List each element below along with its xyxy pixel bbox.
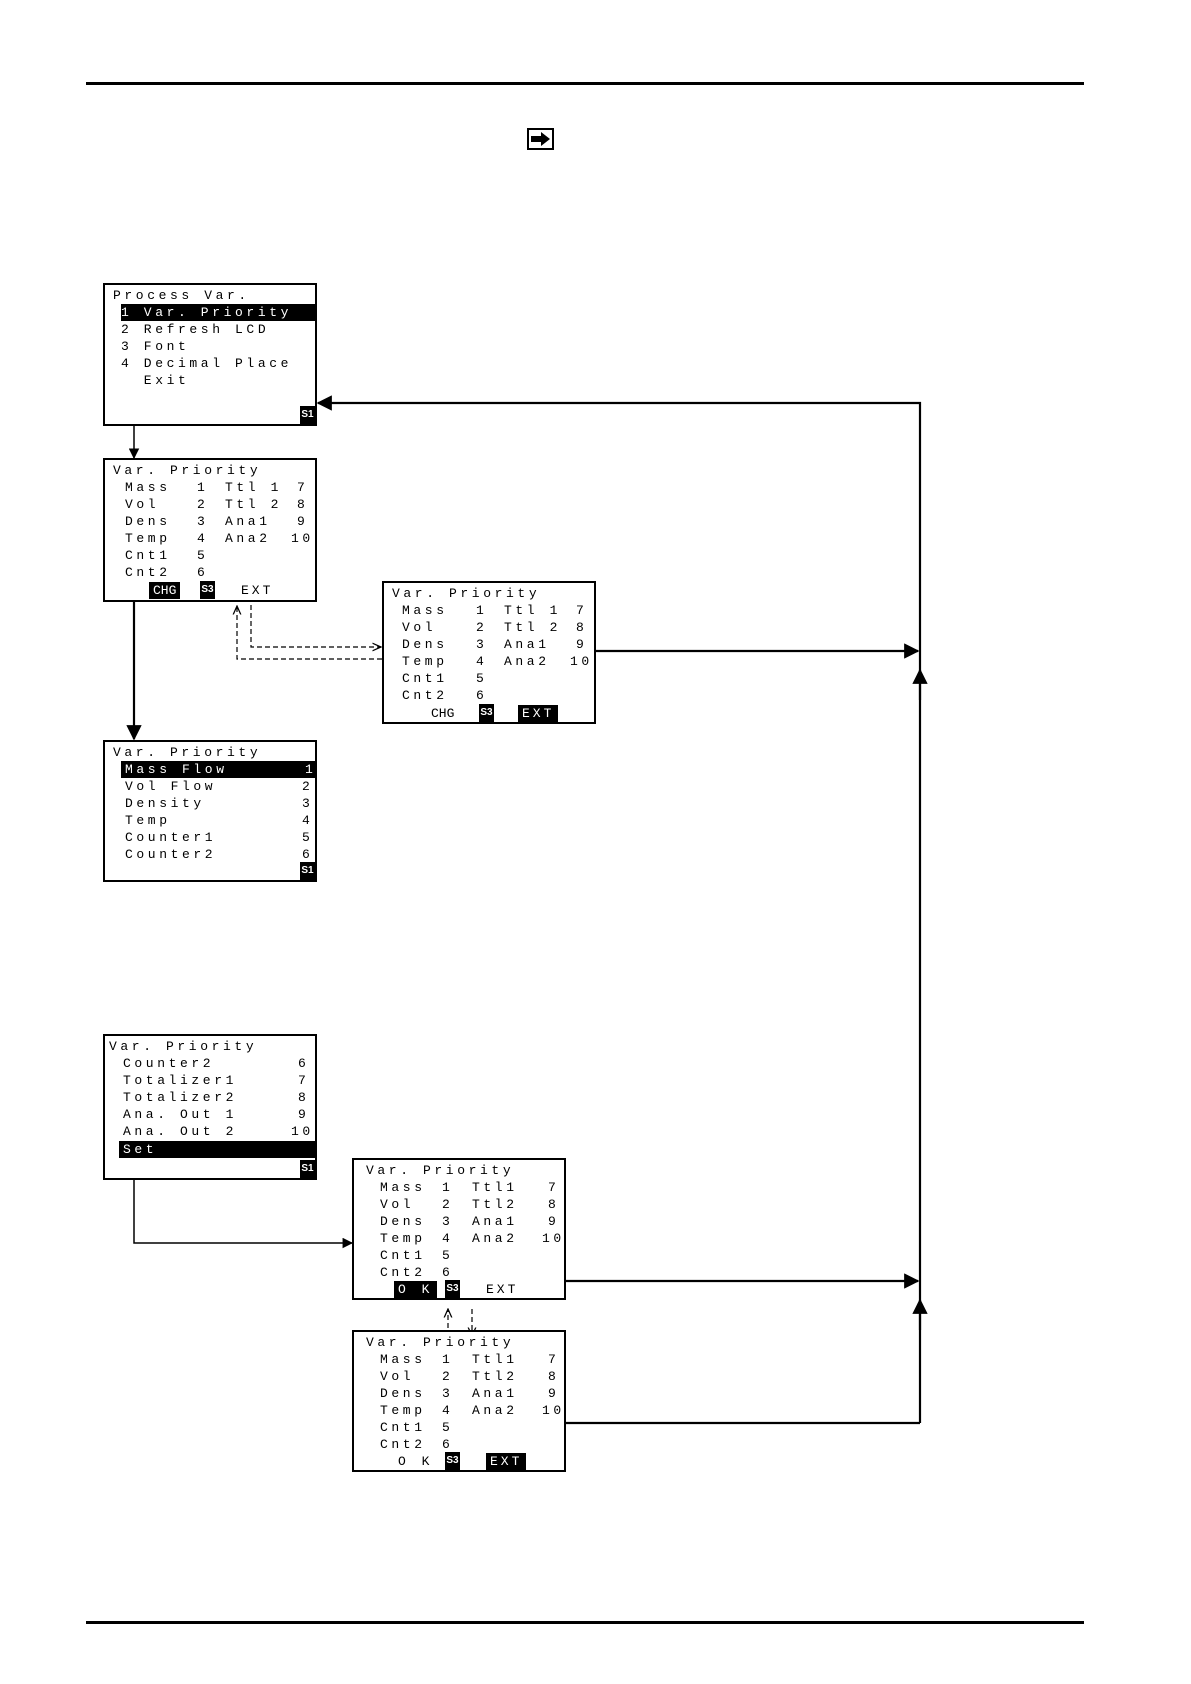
var-num: 5 [476, 671, 488, 686]
var-label: Cnt1 [380, 1420, 426, 1435]
var-num: 6 [442, 1265, 454, 1280]
var-num: 1 [197, 480, 209, 495]
lcd-var-priority-ext [382, 581, 596, 724]
var-num: 10 [542, 1403, 565, 1418]
softkey-s1[interactable]: S1 [300, 862, 315, 880]
var-label: Ttl 2 [225, 497, 283, 512]
lcd-var-priority-ok [352, 1158, 566, 1300]
var-num: 6 [197, 565, 209, 580]
var-label: Vol [402, 620, 437, 635]
screen-title: Var. Priority [113, 745, 262, 760]
list-item-num: 6 [302, 847, 314, 862]
var-num: 7 [576, 603, 588, 618]
list-item-num: 7 [298, 1073, 310, 1088]
var-label: Temp [125, 531, 171, 546]
connector-list2-to-ok [134, 1180, 352, 1243]
menu-item-decimal-place[interactable]: 4 Decimal Place [121, 356, 293, 371]
var-num: 9 [297, 514, 309, 529]
var-num: 8 [548, 1369, 560, 1384]
var-num: 7 [297, 480, 309, 495]
var-num: 7 [548, 1180, 560, 1195]
softkey-s1[interactable]: S1 [300, 406, 315, 424]
var-label: Cnt2 [125, 565, 171, 580]
var-label: Cnt1 [402, 671, 448, 686]
list-item-num: 9 [298, 1107, 310, 1122]
list-item-label[interactable]: Totalizer1 [123, 1073, 238, 1088]
var-num: 2 [442, 1369, 454, 1384]
list-item-num: 1 [305, 762, 317, 777]
var-label: Ttl2 [472, 1369, 518, 1384]
var-label: Mass [125, 480, 171, 495]
var-label: Mass [380, 1180, 426, 1195]
var-label: Ttl 1 [504, 603, 562, 618]
var-num: 2 [476, 620, 488, 635]
screen-title: Var. Priority [109, 1039, 258, 1054]
menu-item-refresh-lcd[interactable]: 2 Refresh LCD [121, 322, 270, 337]
var-label: Mass [380, 1352, 426, 1367]
var-num: 5 [442, 1248, 454, 1263]
dashed-toggle-chg-ext-1 [251, 605, 381, 647]
var-label: Ana1 [504, 637, 550, 652]
set-item[interactable]: Set [123, 1142, 158, 1157]
var-label: Temp [380, 1231, 426, 1246]
list-item-label[interactable]: Counter2 [123, 1056, 215, 1071]
var-num: 5 [197, 548, 209, 563]
list-item-label[interactable]: Counter2 [125, 847, 217, 862]
lcd-var-priority-list [103, 740, 317, 882]
chg-button[interactable]: CHG [431, 706, 455, 721]
var-num: 3 [442, 1214, 454, 1229]
list-item-num: 4 [302, 813, 314, 828]
var-num: 7 [548, 1352, 560, 1367]
list-item-num: 2 [302, 779, 314, 794]
softkey-s3[interactable]: S3 [445, 1452, 460, 1470]
var-label: Vol [380, 1197, 415, 1212]
var-label: Cnt1 [380, 1248, 426, 1263]
list-item-num: 5 [302, 830, 314, 845]
list-item-label[interactable]: Temp [125, 813, 171, 828]
var-label: Ana1 [472, 1386, 518, 1401]
var-label: Ana2 [472, 1403, 518, 1418]
ok-button[interactable]: O K [394, 1281, 437, 1298]
list-item-label[interactable]: Counter1 [125, 830, 217, 845]
ext-button[interactable]: EXT [241, 583, 274, 598]
var-num: 8 [548, 1197, 560, 1212]
screen-title: Var. Priority [366, 1335, 515, 1350]
arrow-right-icon [527, 128, 554, 150]
var-label: Dens [380, 1214, 426, 1229]
var-label: Temp [380, 1403, 426, 1418]
softkey-s1[interactable]: S1 [300, 1160, 315, 1178]
var-label: Cnt2 [402, 688, 448, 703]
var-num: 3 [476, 637, 488, 652]
var-num: 6 [442, 1437, 454, 1452]
var-label: Ttl 2 [504, 620, 562, 635]
var-label: Cnt2 [380, 1437, 426, 1452]
var-num: 1 [476, 603, 488, 618]
var-label: Vol [380, 1369, 415, 1384]
list-item-label[interactable]: Ana. Out 2 [123, 1124, 238, 1139]
list-item-num: 3 [302, 796, 314, 811]
var-label: Cnt1 [125, 548, 171, 563]
ext-button[interactable]: EXT [486, 1453, 526, 1470]
ext-button[interactable]: EXT [518, 705, 558, 722]
softkey-s3[interactable]: S3 [479, 704, 494, 722]
var-label: Ana2 [504, 654, 550, 669]
var-num: 2 [197, 497, 209, 512]
list-item-label[interactable]: Density [125, 796, 205, 811]
list-item-label[interactable]: Vol Flow [125, 779, 217, 794]
var-num: 4 [476, 654, 488, 669]
var-label: Cnt2 [380, 1265, 426, 1280]
var-label: Ana2 [225, 531, 271, 546]
lcd-var-priority-list-set [103, 1034, 317, 1180]
screen-title: Var. Priority [113, 463, 262, 478]
screen-title: Var. Priority [366, 1163, 515, 1178]
var-label: Mass [402, 603, 448, 618]
lcd-var-priority-chg [103, 458, 317, 602]
var-label: Ttl 1 [225, 480, 283, 495]
var-label: Temp [402, 654, 448, 669]
var-num: 8 [576, 620, 588, 635]
chg-button[interactable]: CHG [149, 582, 180, 599]
screen-title: Process Var. [113, 288, 250, 303]
var-num: 9 [548, 1214, 560, 1229]
var-num: 6 [476, 688, 488, 703]
var-num: 4 [442, 1231, 454, 1246]
list-item-num: 6 [298, 1056, 310, 1071]
var-label: Dens [402, 637, 448, 652]
var-num: 9 [548, 1386, 560, 1401]
dashed-toggle-chg-ext-2 [237, 606, 382, 659]
list-item-num: 10 [291, 1124, 314, 1139]
var-num: 5 [442, 1420, 454, 1435]
ok-button[interactable]: O K [398, 1454, 434, 1469]
menu-item-exit[interactable]: Exit [121, 373, 190, 388]
var-label: Dens [125, 514, 171, 529]
var-label: Ana1 [225, 514, 271, 529]
var-label: Ttl1 [472, 1352, 518, 1367]
var-num: 9 [576, 637, 588, 652]
list-item-label[interactable]: Mass Flow [125, 762, 228, 777]
softkey-s3[interactable]: S3 [445, 1280, 460, 1298]
ext-button[interactable]: EXT [486, 1282, 519, 1297]
list-item-label[interactable]: Ana. Out 1 [123, 1107, 238, 1122]
var-num: 2 [442, 1197, 454, 1212]
top-rule [86, 82, 1084, 85]
var-label: Ana2 [472, 1231, 518, 1246]
menu-item-var-priority[interactable]: 1 Var. Priority [121, 305, 293, 320]
var-label: Ana1 [472, 1214, 518, 1229]
var-num: 10 [542, 1231, 565, 1246]
lcd-var-priority-ok-ext [352, 1330, 566, 1472]
var-num: 3 [197, 514, 209, 529]
var-num: 4 [197, 531, 209, 546]
var-num: 1 [442, 1180, 454, 1195]
var-label: Vol [125, 497, 160, 512]
var-num: 4 [442, 1403, 454, 1418]
var-num: 1 [442, 1352, 454, 1367]
menu-item-font[interactable]: 3 Font [121, 339, 190, 354]
var-label: Ttl2 [472, 1197, 518, 1212]
var-num: 10 [570, 654, 593, 669]
screen-title: Var. Priority [392, 586, 541, 601]
bottom-rule [86, 1621, 1084, 1624]
lcd-process-var [103, 283, 317, 426]
var-num: 10 [291, 531, 314, 546]
var-num: 8 [297, 497, 309, 512]
var-num: 3 [442, 1386, 454, 1401]
softkey-s3[interactable]: S3 [200, 581, 215, 599]
var-label: Ttl1 [472, 1180, 518, 1195]
list-item-label[interactable]: Totalizer2 [123, 1090, 238, 1105]
var-label: Dens [380, 1386, 426, 1401]
list-item-num: 8 [298, 1090, 310, 1105]
